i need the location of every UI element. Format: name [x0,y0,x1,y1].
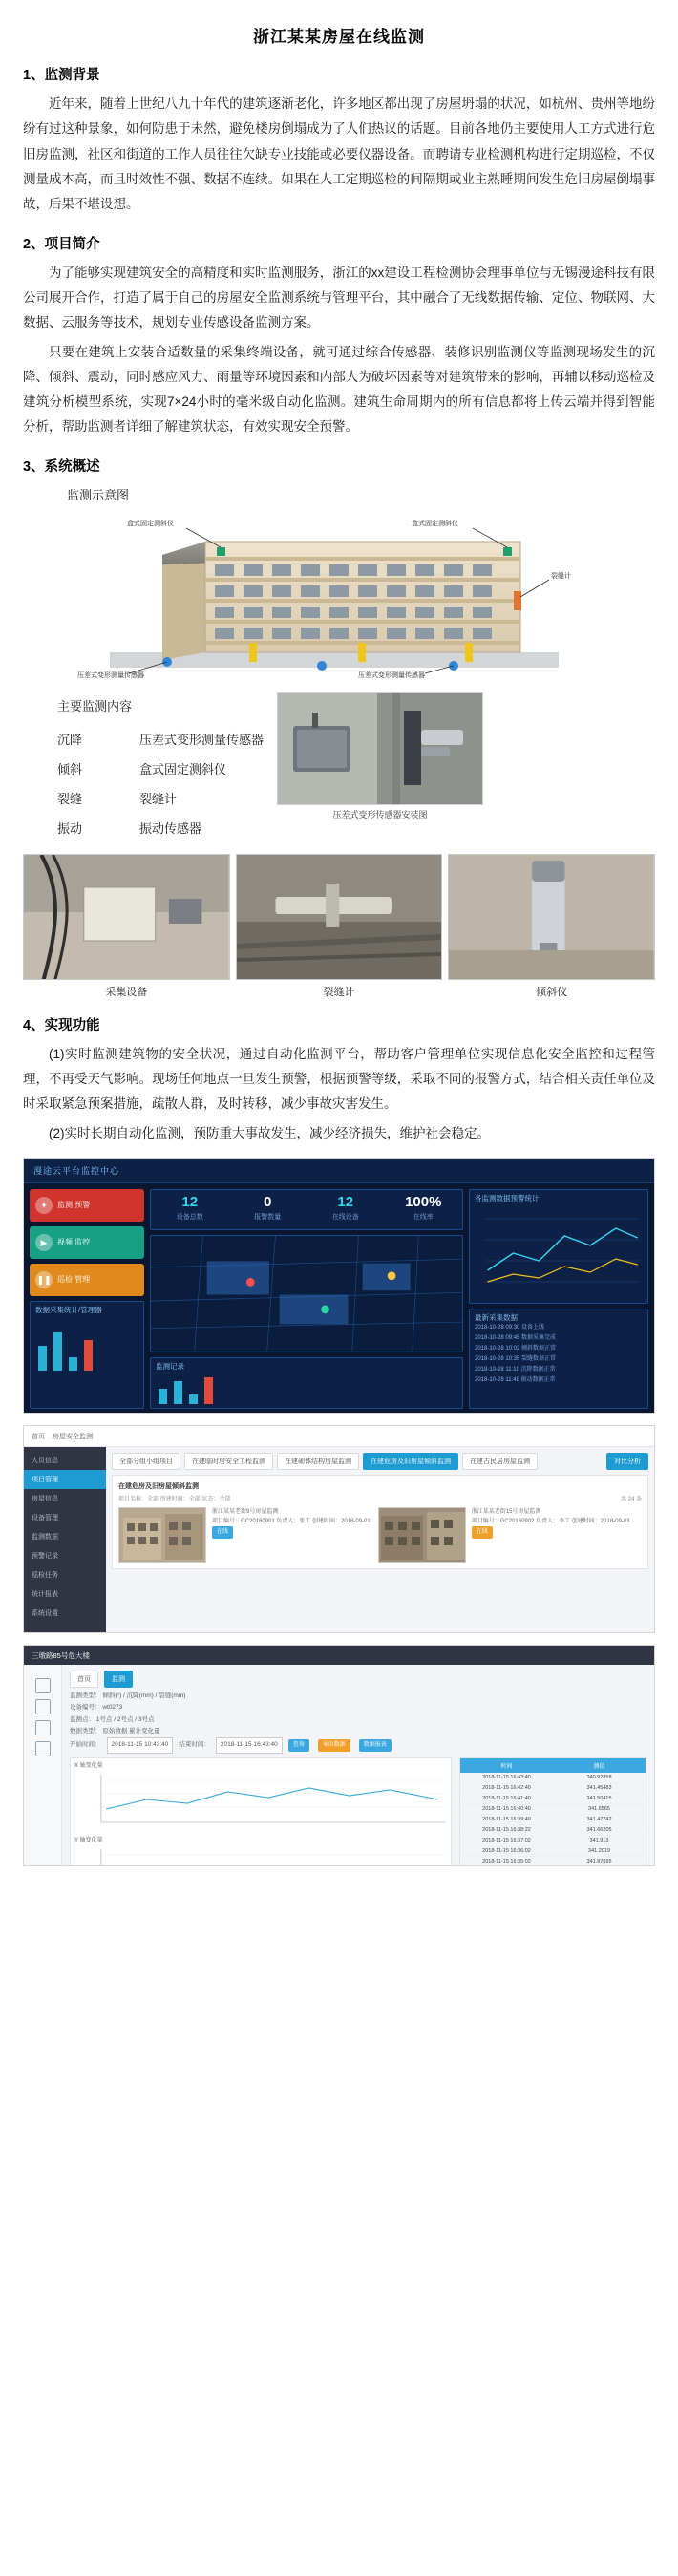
sidebar-item-monitor-data[interactable]: 监测数据 [32,1534,58,1541]
dashboard-panel-title-3: 最新采集数据 [475,1313,518,1322]
table-row [460,1815,646,1825]
project-name-1: 浙江某某老街15号房屋监测 [471,1509,541,1515]
table-row [460,1825,646,1836]
stat-online-devices [307,1190,385,1229]
sensor-install-photo [277,692,483,805]
table-row [57,783,264,813]
chart-tab-monitor[interactable]: 监测 [104,1671,133,1688]
cell-time-4: 2018-11-15 16:39:40 [482,1816,531,1822]
cell-time-2: 2018-11-15 16:41:40 [482,1795,531,1801]
sidebar-item-house[interactable]: 房屋信息 [32,1496,58,1502]
stat-alarm-count-value: 0 [264,1194,272,1210]
project-name-0: 浙江某某老街9号房屋监测 [212,1509,279,1515]
filter-value-point[interactable]: 1号点 / 2号点 / 3号点 [95,1715,155,1723]
device-photo-cell-0 [23,854,230,999]
cell-time-8: 2018-11-15 16:35:02 [482,1858,531,1864]
admin-sidebar [24,1447,106,1632]
admin-filter-label: 项目名称：全部 创建时间：全部 状态：全部 [118,1497,231,1502]
sidebar-item-alarm-log[interactable]: 预警记录 [32,1553,58,1560]
start-time-input[interactable]: 2018-11-15 10:43:40 [107,1737,174,1753]
admin-screenshot [23,1425,655,1633]
paragraph-functions-2: (2)实时长期自动化监测，预防重大事故发生，减少经济损失，维护社会稳定。 [49,1125,490,1140]
cell-value-2: 341.50415 [586,1795,612,1801]
tab-ancient-house[interactable]: 在建古民居房屋监测 [462,1453,538,1470]
monitor-item-0: 沉降 [57,732,83,747]
device-photo-row [23,854,655,999]
chart-screen-title: 三墩路85号危大楼 [32,1650,90,1660]
stat-online-devices-value: 12 [337,1194,354,1210]
monitor-content-block [23,692,655,842]
list-item[interactable] [118,1507,371,1563]
filter-label-type: 监测类型： [70,1692,101,1699]
dashboard-button-alarm[interactable] [30,1189,144,1222]
chart-filters [70,1691,646,1754]
stat-online-rate-value: 100% [405,1194,442,1210]
dashboard-button-video-label: 视频 监控 [57,1238,91,1246]
dashboard-button-alarm-label: 监测 预警 [57,1201,91,1209]
stat-online-rate-label: 在线率 [413,1214,434,1221]
cell-value-5: 341.66205 [586,1826,612,1833]
table-row [460,1846,646,1857]
dashboard-button-video[interactable] [30,1226,144,1259]
paragraph-functions-1: (1)实时监测建筑物的安全状况，通过自动化监测平台，帮助客户管理单位实现信息化安全监控和过程管理，不再受天气影响。现场任何地点一旦发生预警，根据预警等级，采取不同的报警方式，结合相关责任单位及时采取紧急预案措施，疏散人群，及时转移，减少事故灾害发生。 [23,1046,655,1112]
monitor-item-1: 倾斜 [57,761,83,777]
sidebar-item-patrol-task[interactable]: 巡检任务 [32,1572,58,1579]
dashboard-panel-title-2: 监测记录 [156,1361,184,1371]
sidebar-item-personnel[interactable]: 人员信息 [32,1458,58,1464]
stat-online-devices-label: 在线设备 [331,1214,359,1221]
dashboard-map[interactable] [150,1235,463,1352]
cell-time-7: 2018-11-15 16:36:02 [482,1847,531,1854]
page-title: 浙江某某房屋在线监测 [253,28,425,46]
sidebar-item-settings[interactable]: 系统设置 [32,1610,58,1617]
admin-topbar-label-0[interactable]: 首页 [32,1433,45,1440]
dashboard-latest-data-panel [469,1309,648,1409]
filter-value-datatype[interactable]: 原始数据 累计变化量 [102,1728,160,1735]
project-meta-1: 项目编号：GC20180902 负责人：李工 创建时间：2018-09-03 [471,1519,630,1525]
table-row [460,1857,646,1866]
project-status-0: 在线 [212,1526,233,1538]
table-row [460,1773,646,1783]
plot-title-x: X 轴变化量 [74,1762,103,1769]
table-row [57,813,264,842]
dashboard-warning-chart-panel [469,1189,648,1304]
project-thumbnail-0 [118,1507,206,1563]
table-row [460,1836,646,1846]
dashboard-screenshot [23,1158,655,1414]
dashboard-title: 漫途云平台监控中心 [33,1166,120,1176]
dashboard-left-bars [31,1323,143,1371]
sensor-install-photo-card [277,692,483,820]
monitor-device-3: 振动传感器 [139,820,202,836]
table-row [57,754,264,783]
home-icon[interactable] [35,1678,51,1693]
sensor-install-photo-caption: 压差式变形传感器安装图 [332,809,428,820]
illus-label-4: 压差式变形测量传感器 [358,671,425,679]
stat-alarm-count-label: 报警数量 [254,1214,282,1221]
cell-time-0: 2018-11-15 16:43:40 [482,1774,531,1780]
stat-alarm-count [229,1190,307,1229]
project-thumbnail-1 [378,1507,466,1563]
log-line-2: 2018-10-28 10:02 倾斜数据正常 [475,1346,557,1352]
section-heading-background: 1、监测背景 [23,68,100,83]
admin-project-card [112,1475,648,1569]
stat-total-devices [151,1190,229,1229]
stat-online-rate [385,1190,463,1229]
dashboard-panel-title-1: 数据采集统计/管理器 [35,1306,102,1314]
monitor-table-title: 主要监测内容 [57,698,133,713]
log-line-4: 2018-10-28 11:10 沉降数据正常 [475,1367,556,1373]
pause-icon: ❚❚ [35,1271,53,1288]
tab-all-projects[interactable]: 全部分组小组项目 [112,1453,180,1470]
cell-time-5: 2018-11-15 16:38:22 [482,1826,531,1833]
monitor-item-3: 振动 [57,820,83,836]
sidebar-item-project[interactable]: 项目管理 [24,1470,106,1489]
log-line-3: 2018-10-28 10:35 裂缝数据正常 [475,1356,557,1362]
stat-total-devices-label: 设备总数 [176,1214,203,1221]
query-button[interactable]: 查询 [288,1739,309,1752]
admin-count-label: 共 24 条 [620,1497,642,1502]
filter-value-type[interactable]: 倾斜(°) / 沉降(mm) / 裂缝(mm) [102,1692,186,1699]
chart-screen-header [24,1646,654,1665]
dashboard-left-panel [30,1301,144,1409]
log-line-1: 2018-10-28 09:45 数据采集完成 [475,1335,557,1341]
cell-time-6: 2018-11-15 16:37:02 [482,1837,531,1843]
device-photo-caption-1: 裂缝计 [323,986,355,998]
project-status-1: 在线 [472,1526,493,1538]
sidebar-item-report[interactable]: 统计报表 [32,1591,58,1598]
dashboard-record-panel [150,1357,463,1409]
section-heading-system: 3、系统概述 [23,458,100,475]
table-header-time: 时间 [500,1763,513,1770]
end-time-input[interactable]: 2018-11-15 16:43:40 [216,1737,283,1753]
paragraph-project-2: 只要在建筑上安装合适数量的采集终端设备，就可通过综合传感器、装修识别监测仪等监测现场发生的沉降、倾斜、震动，同时感应风力、雨量等环境因素和内部人为破坏因素等对建筑带来的影响，再辅以移动巡检及建筑分析模型系统，实现7×24小时的毫米级自动化监测。建筑生命周期内的所有信息都将上传云端并得到智能分析，帮助监测者详细了解建筑状态，有效实现安全预警。 [23,344,655,435]
chart-data-table [459,1757,646,1866]
device-photo-0 [23,854,230,980]
building-illustration [23,509,655,679]
device-photo-cell-2 [448,854,655,999]
tab-old-house-tilt[interactable]: 在建危房及旧房屋倾斜监测 [363,1453,458,1470]
device-photo-2 [448,854,655,980]
cell-value-1: 341.45483 [586,1784,612,1791]
filter-label-point: 监测点： [70,1715,95,1723]
admin-topbar [24,1426,654,1447]
monitor-device-0: 压差式变形测量传感器 [139,732,265,747]
device-photo-caption-2: 倾斜仪 [536,986,568,998]
table-row [460,1783,646,1794]
dashboard-stats [150,1189,463,1230]
chart-icon-sidebar [24,1665,62,1865]
cell-time-1: 2018-11-15 16:42:40 [482,1784,531,1791]
monitor-item-2: 裂缝 [57,791,83,806]
admin-topbar-label-1[interactable]: 房屋安全监测 [53,1433,93,1440]
device-photo-cell-1 [236,854,443,999]
cell-value-4: 341.47742 [586,1816,612,1822]
section-heading-functions: 4、实现功能 [23,1017,100,1033]
filter-label-datatype: 数据类型： [70,1728,101,1735]
paragraph-background-1: 近年来，随着上世纪八九十年代的建筑逐渐老化，许多地区都出现了房屋坍塌的状况，如杭州、贵州等地纷纷有过这种景象，如何防患于未然，避免楼房倒塌成为了人们热议的话题。目前各地仍主要使用人工方式进行危旧房监测，社区和街道的工作人员往往欠缺专业技能或必要仪器设备。而聘请专业检测机构进行定期巡检，不仅测量成本高，而且时效性不强、数据不连续。如果在人工定期巡检的间隔期或业主熟睡期间发生危旧房屋倒塌事故，后果不堪设想。 [23,96,655,212]
device-photo-1 [236,854,443,980]
cell-value-0: 340.92858 [586,1774,612,1780]
filter-value-device[interactable]: wt0273 [102,1704,123,1712]
dashboard-header [24,1159,654,1183]
compare-analysis-button[interactable]: 对比分析 [606,1453,648,1470]
bell-icon: ✦ [35,1197,53,1214]
illus-label-0: 盒式固定测斜仪 [127,520,174,527]
table-row [57,724,264,754]
illustration-label: 监测示意图 [67,487,130,502]
cell-value-3: 341.6565 [588,1805,610,1812]
log-line-0: 2018-10-28 09:30 设备上线 [475,1325,545,1331]
project-meta-0: 项目编号：GC20180901 负责人：张工 创建时间：2018-09-01 [212,1519,371,1525]
report-button[interactable]: 数据报表 [359,1739,392,1752]
table-row [460,1794,646,1804]
chart-screenshot [23,1645,655,1866]
monitor-device-2: 裂缝计 [139,791,178,806]
play-icon: ▶ [35,1234,53,1251]
gear-icon[interactable] [35,1741,51,1756]
filter-label-end: 结束时间： [179,1741,210,1749]
admin-list-title: 在建危房及旧房屋倾斜监测 [118,1483,199,1490]
cell-value-8: 341.87695 [586,1858,612,1864]
chart-icon[interactable] [35,1699,51,1714]
admin-tabs [112,1453,648,1470]
chart-tab-home[interactable]: 首页 [70,1671,98,1688]
sidebar-item-device[interactable]: 设备管理 [32,1515,58,1522]
chart-plot-area [70,1757,452,1866]
illus-label-2: 裂缝计 [551,572,571,580]
building-diagram-svg [72,509,606,679]
plot-title-y: Y 轴变化量 [74,1837,103,1843]
dashboard-button-column [30,1189,144,1409]
dashboard-record-bars [151,1375,462,1404]
illus-label-3: 压差式变形测量传感器 [77,671,144,679]
table-header-value: 测值 [593,1763,605,1770]
cell-value-6: 341.913 [589,1837,609,1843]
cell-value-7: 341.2019 [588,1847,610,1854]
table-header-row [460,1758,646,1773]
list-icon[interactable] [35,1720,51,1735]
dashboard-button-patrol[interactable] [30,1264,144,1296]
cell-time-3: 2018-11-15 16:40:40 [482,1805,531,1812]
monitor-device-1: 盒式固定测斜仪 [139,761,227,777]
monitor-table [23,692,264,842]
log-line-5: 2018-10-28 11:48 振动数据正常 [475,1377,556,1383]
device-photo-caption-0: 采集设备 [105,986,148,998]
list-item[interactable] [378,1507,630,1563]
paragraph-project-1: 为了能够实现建筑安全的高精度和实时监测服务，浙江的xx建设工程检测协会理事单位与无锡漫途科技有限公司展开合作，打造了属于自己的房屋安全监测系统与管理平台，其中融合了无线数据传输、定位、物联网、大数据、云服务等技术，规划专业传感设备监测方案。 [23,265,655,330]
export-button[interactable]: 导出数据 [318,1739,350,1752]
section-heading-project: 2、项目简介 [23,236,100,252]
filter-label-start: 开始时间： [70,1741,101,1749]
tab-temp-house[interactable]: 在建临时房安全工程监测 [184,1453,273,1470]
dashboard-button-patrol-label: 巡检 管理 [57,1275,91,1284]
filter-label-device: 设备编号： [70,1704,101,1712]
illus-label-1: 盒式固定测斜仪 [412,520,458,527]
stat-total-devices-value: 12 [181,1194,199,1210]
dashboard-panel-title-0: 各监测数据预警统计 [475,1194,540,1203]
tab-masonry[interactable]: 在建砌体结构房屋监测 [277,1453,359,1470]
table-row [460,1804,646,1815]
